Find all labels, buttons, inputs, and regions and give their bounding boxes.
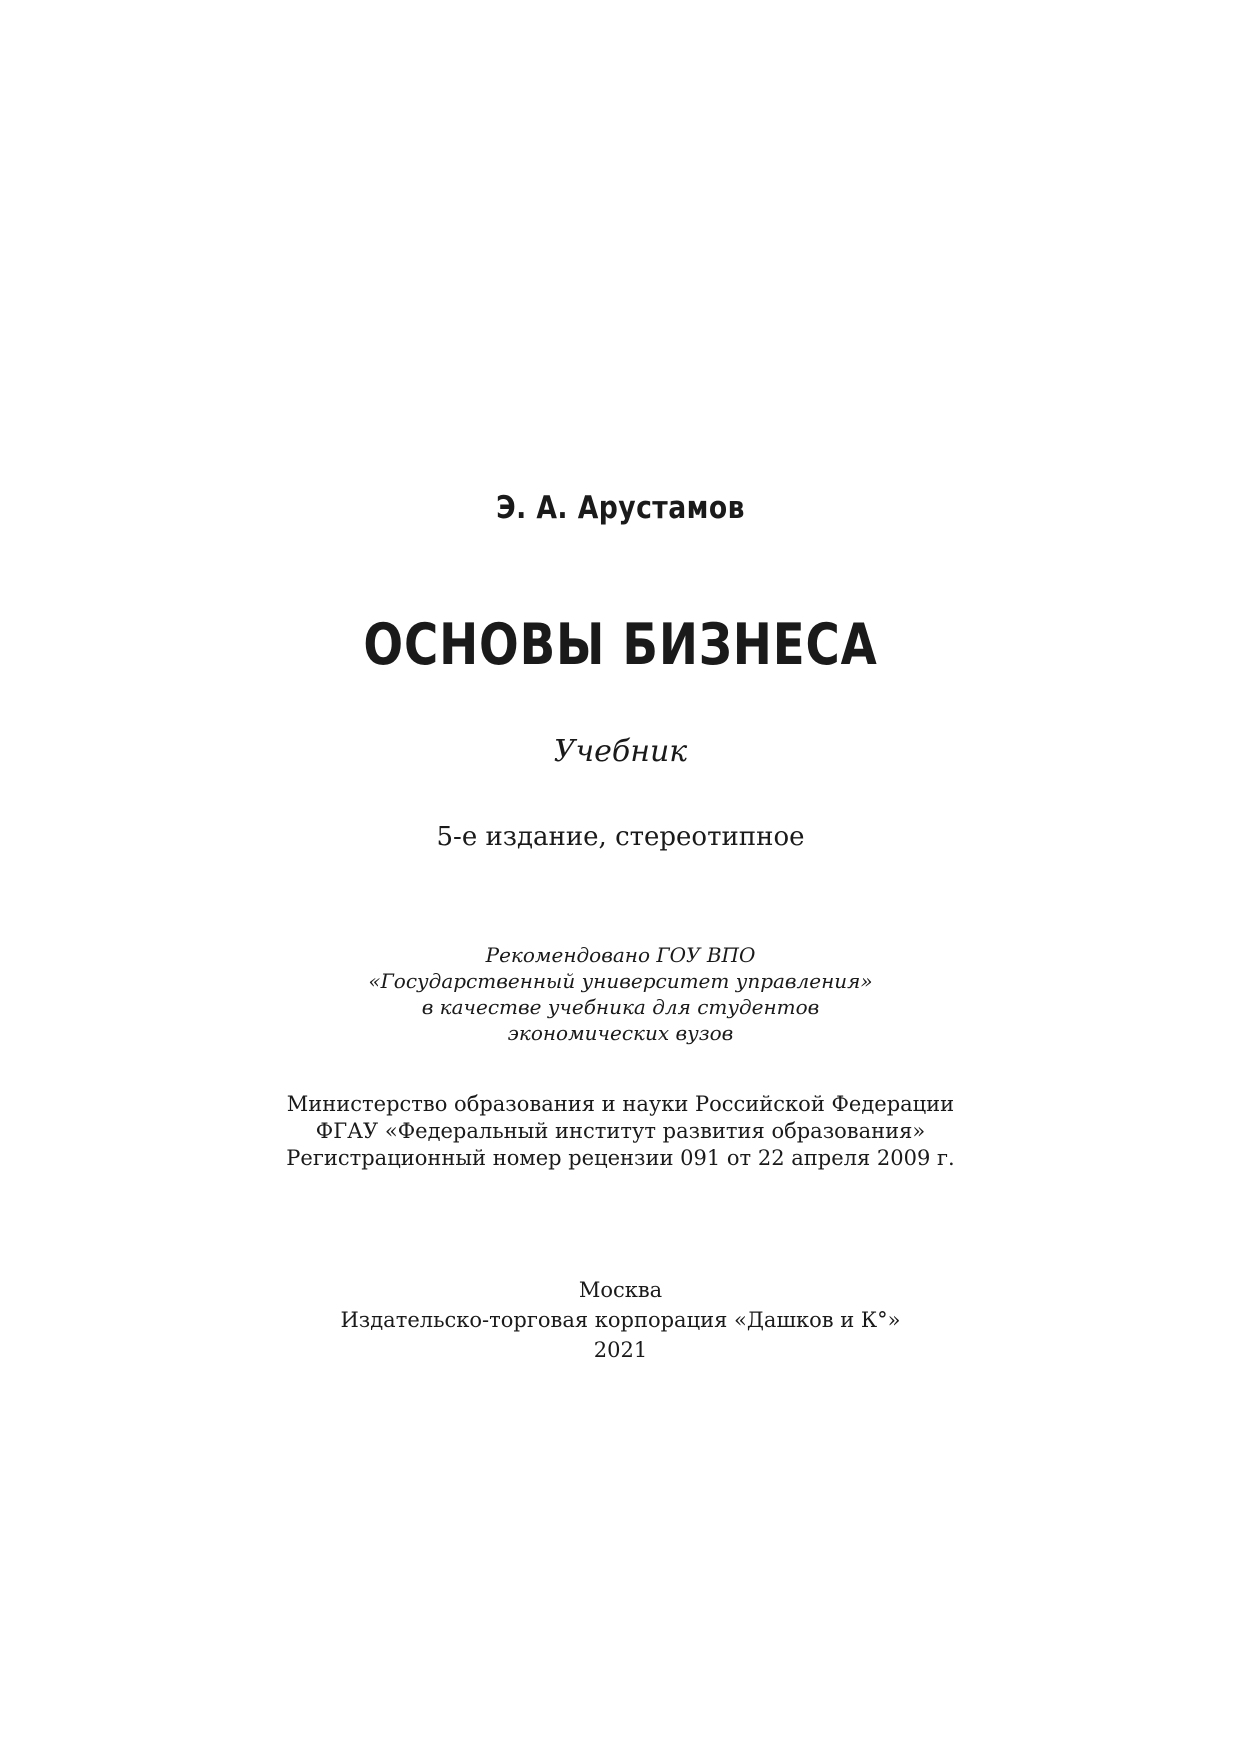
- author-name: Э. А. Арустамов: [496, 490, 745, 526]
- recommendation-line: Рекомендовано ГОУ ВПО: [485, 943, 756, 967]
- imprint-city: Москва: [578, 1278, 663, 1302]
- ministry-line: Регистрационный номер рецензии 091 от 22 апреля 2009 г.: [286, 1146, 955, 1170]
- recommendation-block: [0, 942, 1241, 1046]
- edition-note: 5-е издание, стереотипное: [436, 822, 805, 852]
- recommendation-line: в качестве учебника для студентов: [421, 995, 820, 1019]
- imprint-block: [0, 1275, 1241, 1365]
- ministry-block: [0, 1091, 1241, 1172]
- ministry-line: Министерство образования и науки Российской Федерации: [286, 1092, 955, 1116]
- recommendation-line: экономических вузов: [507, 1021, 734, 1045]
- imprint-publisher: Издательско-торговая корпорация «Дашков и К°»: [340, 1308, 901, 1332]
- book-title: ОСНОВЫ БИЗНЕСА: [363, 612, 878, 678]
- ministry-line: ФГАУ «Федеральный институт развития образования»: [315, 1119, 926, 1143]
- recommendation-line: «Государственный университет управления»: [368, 969, 873, 993]
- book-subtitle: Учебник: [553, 734, 688, 769]
- imprint-year: 2021: [593, 1338, 648, 1362]
